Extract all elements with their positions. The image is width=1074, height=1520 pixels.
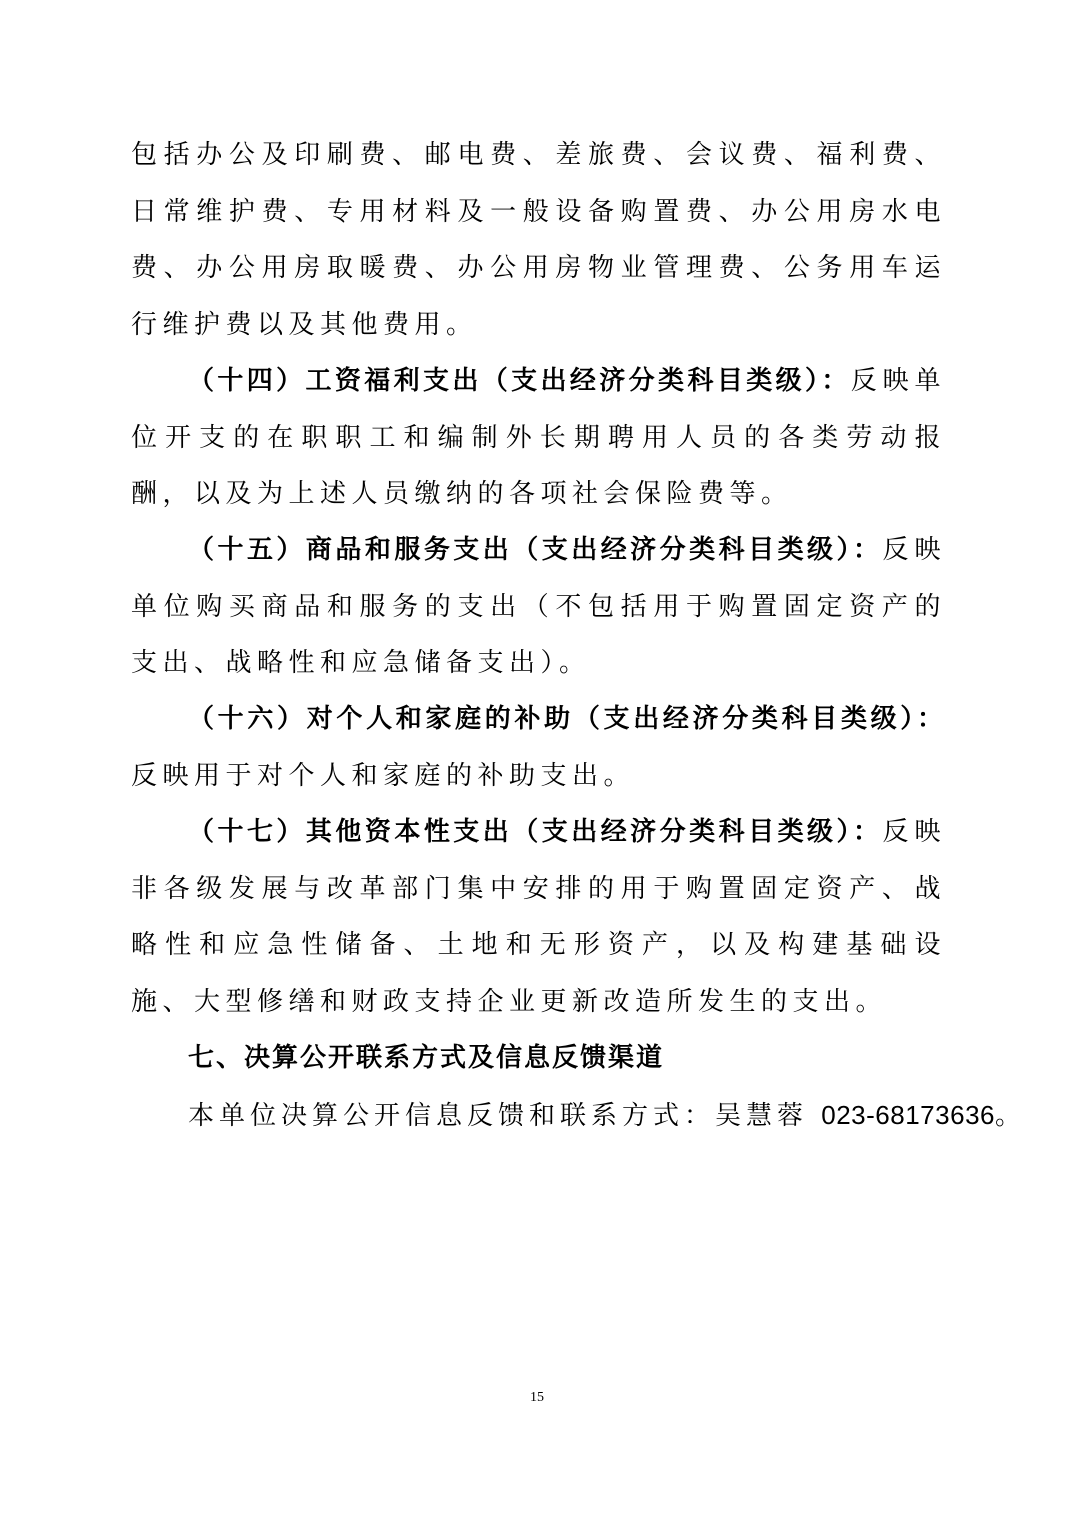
item-17-body: 反映非各级发展与改革部门集中安排的用于购置固定资产、战略性和应急性储备、土地和无形资产，以及构建基础设施、大型修缮和财政支持企业更新改造所发生的支出。 (131, 817, 946, 1017)
section-7-heading: 七、决算公开联系方式及信息反馈渠道 (188, 1043, 665, 1073)
item-16-household-subsidies (131, 691, 946, 804)
item-15-title: （十五）商品和服务支出（支出经济分类科目类级）： (188, 535, 883, 565)
item-17-other-capital (131, 804, 946, 1030)
contact-suffix: 。 (994, 1101, 1026, 1131)
paragraph-expense-description (131, 127, 946, 353)
item-14-title: （十四）工资福利支出（支出经济分类科目类级）： (188, 366, 851, 396)
item-14-wages-benefits (131, 353, 946, 523)
item-14-body: 反映单位开支的在职职工和编制外长期聘用人员的各类劳动报酬，以及为上述人员缴纳的各项社会保险费等。 (131, 366, 946, 509)
contact-prefix: 本单位决算公开信息反馈和联系方式：吴慧蓉 (188, 1101, 822, 1131)
item-15-goods-services (131, 522, 946, 692)
item-16-body: 反映用于对个人和家庭的补助支出。 (131, 760, 636, 791)
item-17-title: （十七）其他资本性支出（支出经济分类科目类级）： (188, 817, 883, 847)
item-16-title: （十六）对个人和家庭的补助（支出经济分类科目类级）： (188, 704, 946, 734)
paragraph-text: 包括办公及印刷费、邮电费、差旅费、会议费、福利费、日常维护费、专用材料及一般设备购置费、办公用房水电费、办公用房取暖费、办公用房物业管理费、公务用车运行维护费以及其他费用。 (131, 140, 946, 340)
page-number: 15 (530, 1390, 544, 1405)
item-15-body: 反映单位购买商品和服务的支出（不包括用于购置固定资产的支出、战略性和应急储备支出）。 (131, 535, 946, 678)
contact-info (188, 1087, 1026, 1145)
contact-phone: 023-68173636 (821, 1100, 995, 1130)
